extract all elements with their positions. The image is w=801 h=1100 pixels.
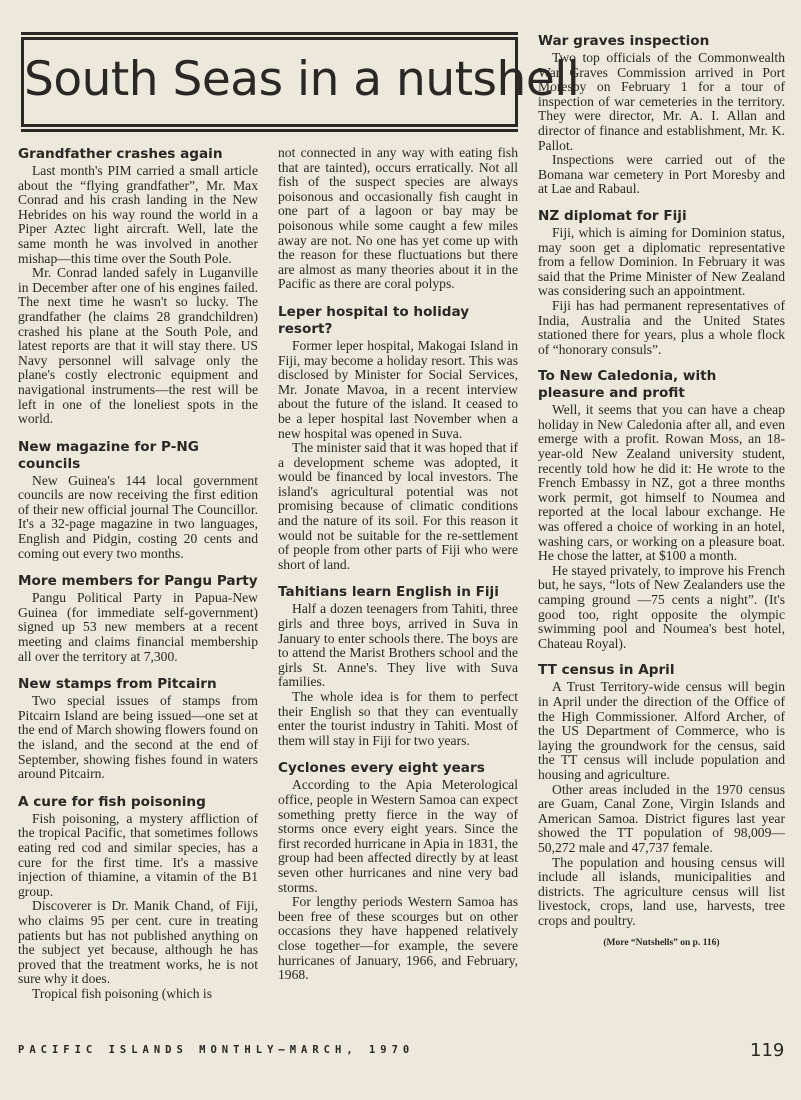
article-paragraph: A Trust Territory-wide census will begin in April under the direction of the Office of the High Commissioner. Alford Archer, of the US Department of Commerce, who is laying the groundwork for the census, said the TT census will include population and housing and agriculture. bbox=[538, 679, 785, 782]
article-paragraph: Mr. Conrad landed safely in Luganville in December after one of his engines failed. The next time he wasn't so lucky. The grandfather (he claims 28 grandchildren) crashed his plane at the South Pole, and latest reports are that it will stay there. US Navy personnel will salvage only the plane's costly electronic equipment and navigational instruments—the rest will be left in one of the loneliest spots in the world. bbox=[18, 265, 258, 427]
article-headline: War graves inspection bbox=[538, 33, 710, 49]
article-paragraph: He stayed privately, to improve his French but, he says, “lots of New Zealanders use the camping ground —75 cents a night”. (It's good too, right opposite the olympic swimming pool and Noumea's best hotel, Chateau Royal). bbox=[538, 562, 785, 651]
article-headline: Leper hospital to holiday resort? bbox=[278, 303, 470, 337]
article bbox=[538, 33, 785, 197]
article-headline: New stamps from Pitcairn bbox=[18, 676, 217, 693]
article bbox=[538, 208, 785, 357]
article-paragraph: Well, it seems that you can have a cheap holiday in New Caledonia after all, and even emerge with a profit. Rowan Moss, an 18-year-old New Zealand university student, recently told how he did it: He wrote to the French Embassy in NZ, got a three months work permit, got himself to Noumea and reported at the local labour exchange. He was offered a choice of working in an hotel, washing cars, or working on a pleasure boat. He chose the latter, at $100 a month. bbox=[538, 402, 785, 564]
title-box bbox=[21, 37, 580, 127]
article-paragraph: According to the Apia Meterological office, people in Western Samoa can expect something pretty fierce in the way of storms once every eight years. Since the first recorded hurricane in Apia in 1831, the group had been affected directly by at least seven other hurricanes and nine very bad storms. bbox=[278, 777, 518, 895]
article-paragraph: Inspections were carried out of the Bomana war cemetery in Port Moresby and at Lae and Rabaul. bbox=[538, 152, 785, 197]
article bbox=[538, 368, 785, 651]
column-3-articles bbox=[538, 33, 785, 928]
article-headline: Tahitians learn English in Fiji bbox=[278, 584, 499, 601]
article bbox=[18, 146, 258, 427]
article-paragraph: New Guinea's 144 local government councils are now receiving the first edition of their new official journal The Councillor. It's a 32-page magazine in two languages, English and Pidgin, costing 20 cents and coming out every two months. bbox=[18, 472, 258, 561]
article bbox=[18, 439, 258, 562]
article-paragraph: Tropical fish poisoning (which is bbox=[32, 985, 212, 1001]
article-paragraph: Two special issues of stamps from Pitcairn Island are being issued—one set at the end of March showing flowers found on the island, and the second at the end of September, showing fishes found in waters around Pitcairn. bbox=[18, 693, 258, 782]
article-paragraph: Discoverer is Dr. Manik Chand, of Fiji, who claims 95 per cent. cure in treating patients but has not published anything on the subject yet because, although he has proved that the treatment works, he is not sure why it does. bbox=[18, 898, 258, 987]
article-headline: A cure for fish poisoning bbox=[18, 793, 206, 810]
article bbox=[278, 584, 518, 748]
article-paragraph: not connected in any way with eating fish that are tainted), occurs erratically. Not all fish of the suspect species are always poisonous and occasionally fish caught in one part of a lagoon or bay may be poisonous while some caught a few miles away are not. No one has yet come up with the reason for these fluctuations but there are almost as many theories about it in the Pacific as there are coral polyps. bbox=[278, 145, 518, 292]
article-headline: TT census in April bbox=[538, 662, 675, 679]
article-paragraph: For lengthy periods Western Samoa has been free of these scourges but on other occasions they have happened relatively close together—for example, the severe hurricanes of January, 1966, and February, 1968. bbox=[278, 894, 518, 983]
page-number: 119 bbox=[750, 1040, 785, 1061]
article-paragraph: The population and housing census will include all islands, municipalities and districts. The agriculture census will list livestock, crops, land use, harvests, tree crops and poultry. bbox=[538, 854, 785, 928]
article bbox=[278, 146, 518, 292]
article bbox=[18, 794, 258, 1002]
column-3 bbox=[538, 33, 785, 949]
article-paragraph: Half a dozen teenagers from Tahiti, three girls and three boys, arrived in Suva in January to enter schools there. The boys are to attend the Marist Brothers school and the girls St. Anne's. They live with Suva families. bbox=[278, 601, 518, 690]
article-paragraph: Last month's PIM carried a small article about the “flying grandfather”, Mr. Max Conrad and his crash landing in the New Hebrides on his way round the world in a Piper Aztec light aircraft. Well, late the same month he was involved in another mishap—this time over the South Pole. bbox=[18, 163, 258, 266]
column-2 bbox=[278, 146, 518, 995]
article-paragraph: Pangu Political Party in Papua-New Guinea (for immediate self-government) signed up 53 new members at a recent meeting and claims financial membership all over the territory at 7,300. bbox=[18, 590, 258, 664]
article-paragraph: Fiji has had permanent representatives of India, Australia and the United States stationed there for years, plus a whole flock of “honorary consuls”. bbox=[538, 297, 785, 357]
article bbox=[538, 662, 785, 928]
article-paragraph: The whole idea is for them to perfect their English so that they can eventually enter the tourist industry in Tahiti. Most of them will stay in Fiji for two years. bbox=[278, 689, 518, 748]
article-paragraph: Fish poisoning, a mystery affliction of the tropical Pacific, that sometimes follows eating red cod and similar species, has a cure for the first time. It's a massive injection of thiamine, a vitamin of the B1 group. bbox=[18, 810, 258, 899]
article-headline: New magazine for P-NG councils bbox=[18, 438, 199, 472]
article bbox=[278, 760, 518, 982]
article-paragraph: Other areas included in the 1970 census are Guam, Canal Zone, Virgin Islands and American Samoa. District figures last year showed the TT population of 98,009—50,272 male and 47,737 female. bbox=[538, 781, 785, 855]
article bbox=[18, 676, 258, 782]
article-paragraph: Fiji, which is aiming for Dominion status, may soon get a diplomatic representative from a fellow Dominion. In February it was said that the Prime Minister of New Zealand was considering such an appointment. bbox=[538, 224, 785, 299]
footer-masthead: PACIFIC ISLANDS MONTHLY—MARCH, 1970 bbox=[18, 1044, 415, 1056]
article-headline: NZ diplomat for Fiji bbox=[538, 207, 687, 224]
article-headline: To New Caledonia, with pleasure and profit bbox=[538, 368, 717, 402]
article bbox=[278, 304, 518, 573]
page-title: South Seas in a nutshell bbox=[24, 52, 580, 107]
article-headline: Grandfather crashes again bbox=[18, 146, 223, 162]
more-nutshells-note: (More “Nutshells” on p. 116) bbox=[603, 938, 720, 949]
article-headline: Cyclones every eight years bbox=[278, 760, 485, 777]
article-paragraph: The minister said that it was hoped that if a development scheme was adopted, it would be financed by local investors. The island's agricultural potential was not promising because of climatic conditions and the nature of its soil. For this reason it would not be suitable for the re-settlement of people from other parts of Fiji who were short of land. bbox=[278, 440, 518, 572]
article-paragraph: Two top officials of the Commonwealth War Graves Commission arrived in Port Moresby on February 1 for a tour of inspection of war cemeteries in the territory. They were director, Mr. A. I. Allan and director of finance and establishment, Mr. K. Pallot. bbox=[538, 50, 785, 153]
article-paragraph: Former leper hospital, Makogai Island in Fiji, may become a holiday resort. This was disclosed by Minister for Social Services, Mr. Jonate Mavoa, in a recent interview about the future of the island. It ceased to be a leper hospital last November when a new hospital was opened in Suva. bbox=[278, 337, 518, 441]
article-headline: More members for Pangu Party bbox=[18, 573, 258, 590]
article bbox=[18, 573, 258, 664]
column-1 bbox=[18, 146, 258, 1014]
